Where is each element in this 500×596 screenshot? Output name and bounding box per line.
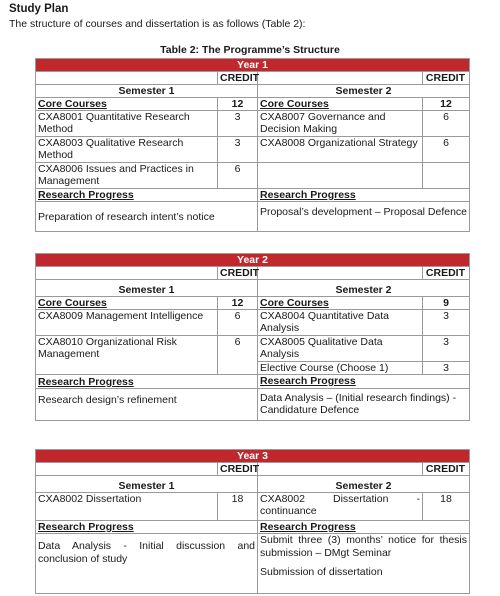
course-cell [258,493,423,521]
course-name-cont: continuance [260,505,317,517]
credit-cell: 18 [218,493,258,521]
semester-1-header: Semester 1 [36,280,258,297]
year2-title: Year 2 [36,254,470,267]
credit-header: CREDIT [218,463,258,476]
core-courses-label: Core Courses [260,98,329,110]
credit-header: CREDIT [423,267,470,280]
course-cell: CXA8010 Organizational Risk Management [36,336,218,375]
research-progress-label: Research Progress [260,521,356,533]
course-cell: CXA8002 Dissertation [36,493,218,521]
credit-header: CREDIT [218,72,258,85]
credit-cell: 6 [423,111,470,137]
semester-2-header: Semester 2 [258,476,470,493]
semester-2-header: Semester 2 [258,85,470,98]
core-credit: 12 [218,297,258,310]
intro-text: The structure of courses and dissertation is as follows (Table 2): [9,18,306,30]
course-code: CXA8002 [260,493,305,505]
core-courses-label: Core Courses [38,98,107,110]
course-cell: CXA8003 Qualitative Research Method [36,137,218,163]
research-cell: Research design’s refinement [36,389,258,421]
semester-2-header: Semester 2 [258,280,470,297]
core-credit: 12 [423,98,470,111]
year1-table [35,58,470,232]
credit-header: CREDIT [423,463,470,476]
research-cell: Submission of dissertation [260,566,383,578]
year1-title: Year 1 [36,59,470,72]
credit-cell: 3 [423,310,470,336]
credit-cell: 6 [218,310,258,336]
research-progress-label: Research Progress [260,189,356,201]
research-progress-label: Research Progress [38,521,134,533]
course-cell: CXA8008 Organizational Strategy [258,137,423,163]
research-cell: Submit three (3) months’ notice for thesis submission – DMgt Seminar [260,534,468,559]
research-cell: Data Analysis - Initial discussion and conclusion of study [36,534,258,594]
core-credit: 12 [218,98,258,111]
credit-cell: 18 [423,493,470,521]
year3-table [35,449,470,594]
semester-1-header: Semester 1 [36,85,258,98]
course-cell: CXA8005 Qualitative Data Analysis [258,336,423,362]
research-cell: Preparation of research intent’s notice [36,202,258,232]
research-progress-label: Research Progress [38,189,134,201]
elective-cell: Elective Course (Choose 1) [258,362,423,375]
credit-cell: 3 [218,111,258,137]
course-cell: CXA8007 Governance and Decision Making [258,111,423,137]
core-credit: 9 [423,297,470,310]
credit-cell: 6 [218,163,258,189]
credit-cell [423,163,470,189]
credit-cell: 6 [218,336,258,375]
table-caption: Table 2: The Programme’s Structure [160,44,340,56]
year2-table [35,253,470,421]
research-progress-label: Research Progress [260,375,356,387]
credit-header: CREDIT [423,72,470,85]
credit-cell: 6 [423,137,470,163]
core-courses-label: Core Courses [38,297,107,309]
credit-header: CREDIT [218,267,258,280]
research-progress-label: Research Progress [38,376,134,388]
course-name: Dissertation [333,493,389,505]
course-cell: CXA8009 Management Intelligence [36,310,218,336]
course-cell: CXA8001 Quantitative Research Method [36,111,218,137]
research-cell: Data Analysis – (Initial research findings) - Candidature Defence [258,389,470,421]
year3-title: Year 3 [36,450,470,463]
core-courses-label: Core Courses [260,297,329,309]
semester-1-header: Semester 1 [36,476,258,493]
course-cell: CXA8006 Issues and Practices in Management [36,163,218,189]
course-cell [258,163,423,189]
course-cell: CXA8004 Quantitative Data Analysis [258,310,423,336]
research-cell: Proposal’s development – Proposal Defence [258,202,470,232]
course-dash: - [416,493,420,505]
credit-cell: 3 [423,362,470,375]
credit-cell: 3 [218,137,258,163]
page-title: Study Plan [9,3,69,15]
credit-cell: 3 [423,336,470,362]
